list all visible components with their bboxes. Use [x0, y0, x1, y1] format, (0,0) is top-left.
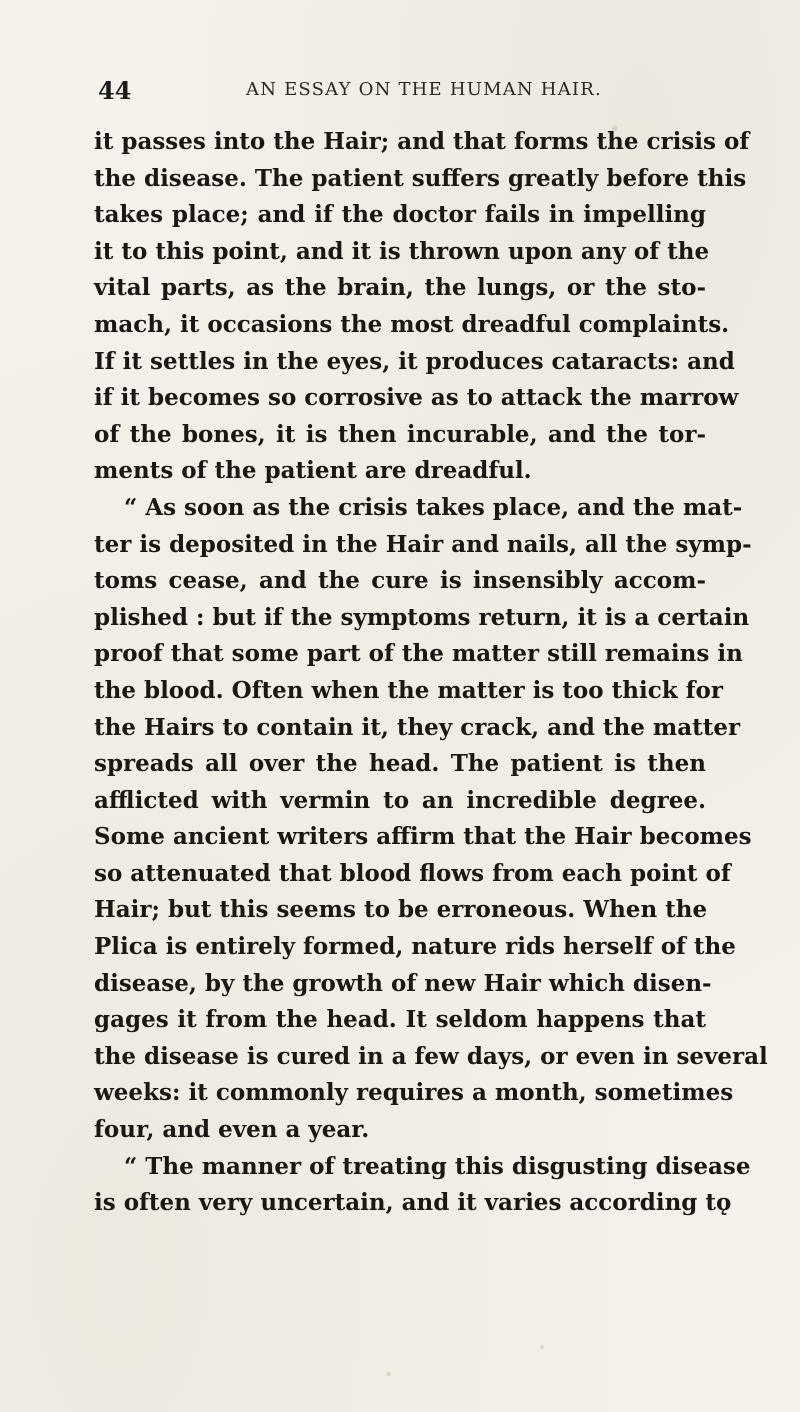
- text-line: mach, it occasions the most dreadful complaints.: [94, 310, 730, 338]
- text-line: the disease. The patient suffers greatly before this: [94, 164, 747, 192]
- text-line: of the bones, it is then incurable, and the tor-: [94, 420, 706, 448]
- text-line: so attenuated that blood flows from each point of: [94, 859, 731, 887]
- paper-spot: [386, 1372, 391, 1376]
- text-line: plished : but if the symptoms return, it is a certain: [94, 603, 750, 631]
- body-text: [94, 124, 768, 1222]
- page-header: [0, 76, 800, 106]
- text-line: it to this point, and it is thrown upon any of the: [94, 237, 710, 265]
- text-line: proof that some part of the matter still remains in: [94, 640, 743, 668]
- paper-spot: [540, 1345, 544, 1349]
- text-line: Some ancient writers affirm that the Hair becomes: [94, 823, 752, 851]
- paragraph-start-line: “ The manner of treating this disgusting disease: [124, 1152, 751, 1180]
- text-line: the disease is cured in a few days, or even in several: [94, 1042, 768, 1070]
- text-line: gages it from the head. It seldom happens that: [94, 1006, 706, 1034]
- text-line: afflicted with vermin to an incredible degree.: [94, 786, 706, 814]
- text-line: takes place; and if the doctor fails in impelling: [94, 201, 706, 229]
- text-line: If it settles in the eyes, it produces cataracts: and: [94, 347, 735, 375]
- text-line: Plica is entirely formed, nature rids herself of the: [94, 933, 736, 961]
- text-line: Hair; but this seems to be erroneous. When the: [94, 896, 708, 924]
- text-line: disease, by the growth of new Hair which disen-: [94, 969, 712, 997]
- paragraph-end-line: four, and even a year.: [94, 1116, 370, 1144]
- text-line: ter is deposited in the Hair and nails, all the symp-: [94, 530, 752, 558]
- text-line: weeks: it commonly requires a month, sometimes: [94, 1079, 734, 1107]
- text-line: is often very uncertain, and it varies according tǫ: [94, 1189, 732, 1217]
- text-line: toms cease, and the cure is insensibly accom-: [94, 567, 706, 595]
- text-line: vital parts, as the brain, the lungs, or the sto-: [94, 274, 706, 302]
- text-line: it passes into the Hair; and that forms the crisis of: [94, 128, 750, 155]
- text-line: spreads all over the head. The patient is then: [94, 750, 706, 778]
- page-number: 44: [98, 76, 132, 105]
- text-line: the blood. Often when the matter is too thick for: [94, 676, 724, 704]
- text-line: the Hairs to contain it, they crack, and the matter: [94, 713, 741, 741]
- paragraph-start-line: “ As soon as the crisis takes place, and the mat-: [124, 493, 743, 521]
- text-line: if it becomes so corrosive as to attack the marrow: [94, 384, 739, 412]
- paragraph-end-line: ments of the patient are dreadful.: [94, 457, 532, 485]
- running-title: AN ESSAY ON THE HUMAN HAIR.: [246, 79, 602, 100]
